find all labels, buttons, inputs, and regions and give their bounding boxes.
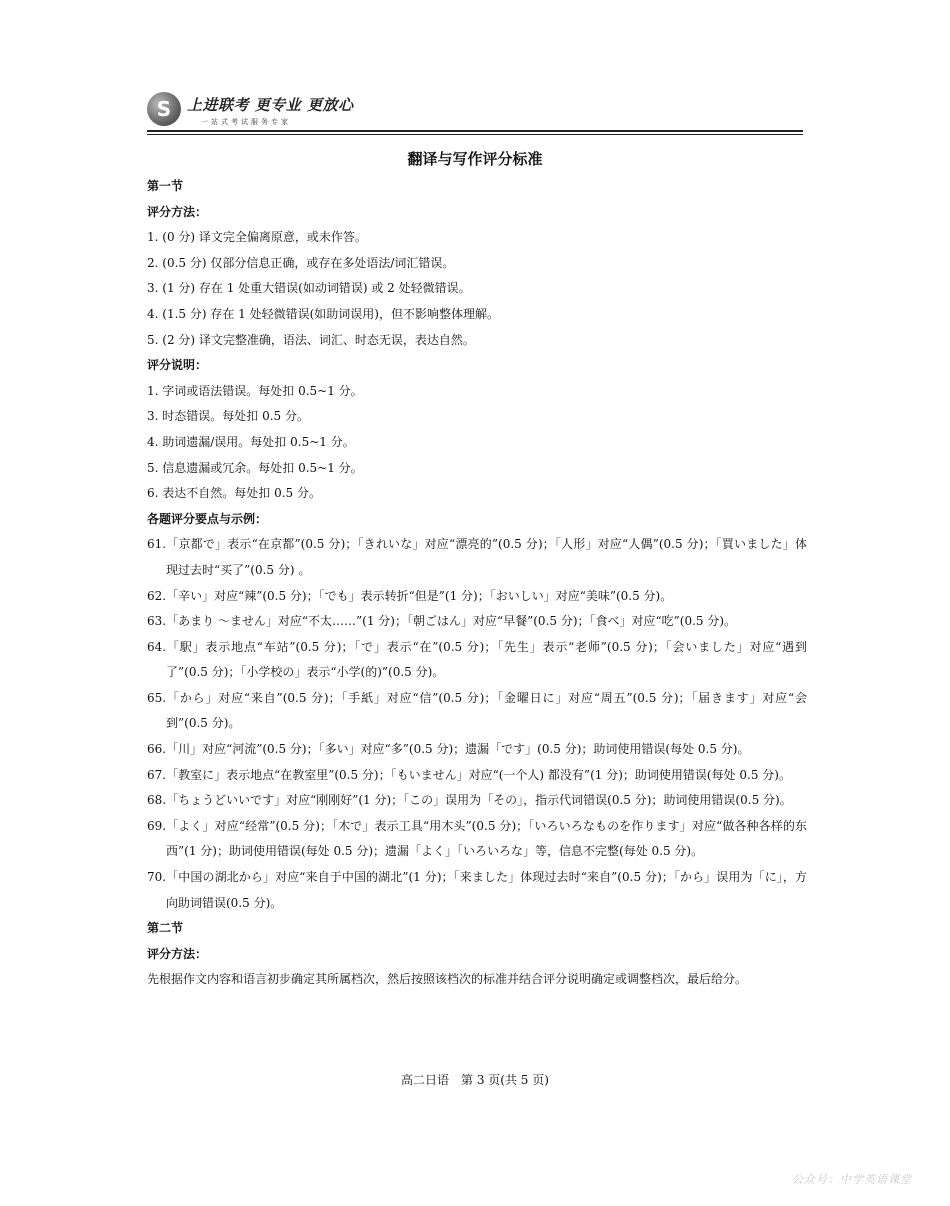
publisher-logo-icon: S bbox=[147, 92, 181, 126]
page-title: 翻译与写作评分标准 bbox=[407, 150, 543, 168]
example-68: 68.「ちょうどいいです」对应“刚刚好”(1 分)；「この」误用为「その」，指示代词错误(0.5 分)；助词使用错误(0.5 分)。 bbox=[147, 793, 792, 808]
notes-item: 4. 助词遗漏/误用。每处扣 0.5~1 分。 bbox=[147, 434, 355, 449]
example-67: 67.「教室に」表示地点“在教室里”(0.5 分)；「もいません」对应“(一个人) 都没有”(1 分)；助词使用错误(每处 0.5 分)。 bbox=[147, 767, 791, 782]
document-body bbox=[147, 174, 807, 993]
section-2-method-heading: 评分方法： bbox=[147, 946, 208, 961]
example-70: 70.「中国の湖北から」对应“来自于中国的湖北”(1 分)；「来ました」体现过去时“来自”(0.5 分)；「から」误用为「に」，方向助词错误(0.5 分)。 bbox=[147, 870, 807, 910]
section-2-heading: 第二节 bbox=[147, 921, 184, 936]
section-1-heading: 第一节 bbox=[147, 179, 184, 193]
example-66: 66.「川」对应“河流”(0.5 分)；「多い」对应“多”(0.5 分)；遗漏「です」(0.5 分)；助词使用错误(每处 0.5 分)。 bbox=[147, 742, 750, 757]
method-item: 1. (0 分) 译文完全偏离原意，或未作答。 bbox=[147, 230, 367, 245]
method-item: 4. (1.5 分) 存在 1 处轻微错误(如助词误用)，但不影响整体理解。 bbox=[147, 306, 499, 321]
publisher-tagline: 一站式考试服务专家 bbox=[201, 118, 291, 126]
section-2-method-text: 先根据作文内容和语言初步确定其所属档次，然后按照该档次的标准并结合评分说明确定或调整档次，最后给分。 bbox=[147, 972, 748, 987]
example-69: 69.「よく」对应“经常”(0.5 分)；「木で」表示工具“用木头”(0.5 分)；「いろいろなものを作ります」对应“做各种各样的东西”(1 分)；助词使用错误(每处 0.5 分)；遗漏「よく」「いろいろな」等，信息不完整(每处 0.5 分)。 bbox=[147, 818, 807, 859]
example-62: 62.「辛い」对应“辣”(0.5 分)；「でも」表示转折“但是”(1 分)；「おいしい」对应“美味”(0.5 分)。 bbox=[147, 588, 673, 603]
notes-item: 1. 字词或语法错误。每处扣 0.5~1 分。 bbox=[147, 383, 363, 398]
header-rule-thin bbox=[147, 134, 803, 135]
method-item: 2. (0.5 分) 仅部分信息正确，或存在多处语法/词汇错误。 bbox=[147, 255, 455, 270]
example-64: 64.「駅」表示地点“车站”(0.5 分)；「で」表示“在”(0.5 分)；「先生」表示“老师”(0.5 分)；「会いました」对应“遇到了”(0.5 分)；「小学校の」表示“小学(的)”(0.5 分)。 bbox=[147, 639, 807, 680]
page-header bbox=[147, 88, 803, 134]
notes-item: 3. 时态错误。每处扣 0.5 分。 bbox=[147, 409, 309, 424]
publisher-slogan: 上进联考 更专业 更放心 bbox=[187, 96, 354, 114]
method-item: 3. (1 分) 存在 1 处重大错误(如动词错误) 或 2 处轻微错误。 bbox=[147, 281, 471, 296]
notes-item: 6. 表达不自然。每处扣 0.5 分。 bbox=[147, 486, 321, 501]
scoring-notes-heading: 评分说明： bbox=[147, 358, 208, 373]
scoring-method-heading: 评分方法： bbox=[147, 204, 208, 219]
page-footer: 高二日语 第 3 页(共 5 页) bbox=[401, 1073, 549, 1087]
example-61: 61.「京都で」表示“在京都”(0.5 分)；「きれいな」对应“漂亮的”(0.5 分)；「人形」对应“人偶”(0.5 分)；「買いました」体现过去时“买了”(0.5 分) 。 bbox=[147, 537, 807, 577]
example-63: 63.「あまり ～ません」对应“不太……”(1 分)；「朝ごはん」对应“早餐”(0.5 分)；「食べ」对应“吃”(0.5 分)。 bbox=[147, 614, 737, 629]
examples-heading: 各题评分要点与示例： bbox=[147, 511, 268, 526]
watermark: 公众号：中学英语课堂 bbox=[792, 1173, 912, 1186]
notes-item: 5. 信息遗漏或冗余。每处扣 0.5~1 分。 bbox=[147, 460, 363, 475]
method-item: 5. (2 分) 译文完整准确，语法、词汇、时态无误，表达自然。 bbox=[147, 332, 475, 347]
header-rule bbox=[147, 130, 803, 132]
example-65: 65.「から」对应“来自”(0.5 分)；「手紙」对应“信”(0.5 分)；「金曜日に」对应“周五”(0.5 分)；「届きます」对应“会到”(0.5 分)。 bbox=[147, 690, 807, 731]
